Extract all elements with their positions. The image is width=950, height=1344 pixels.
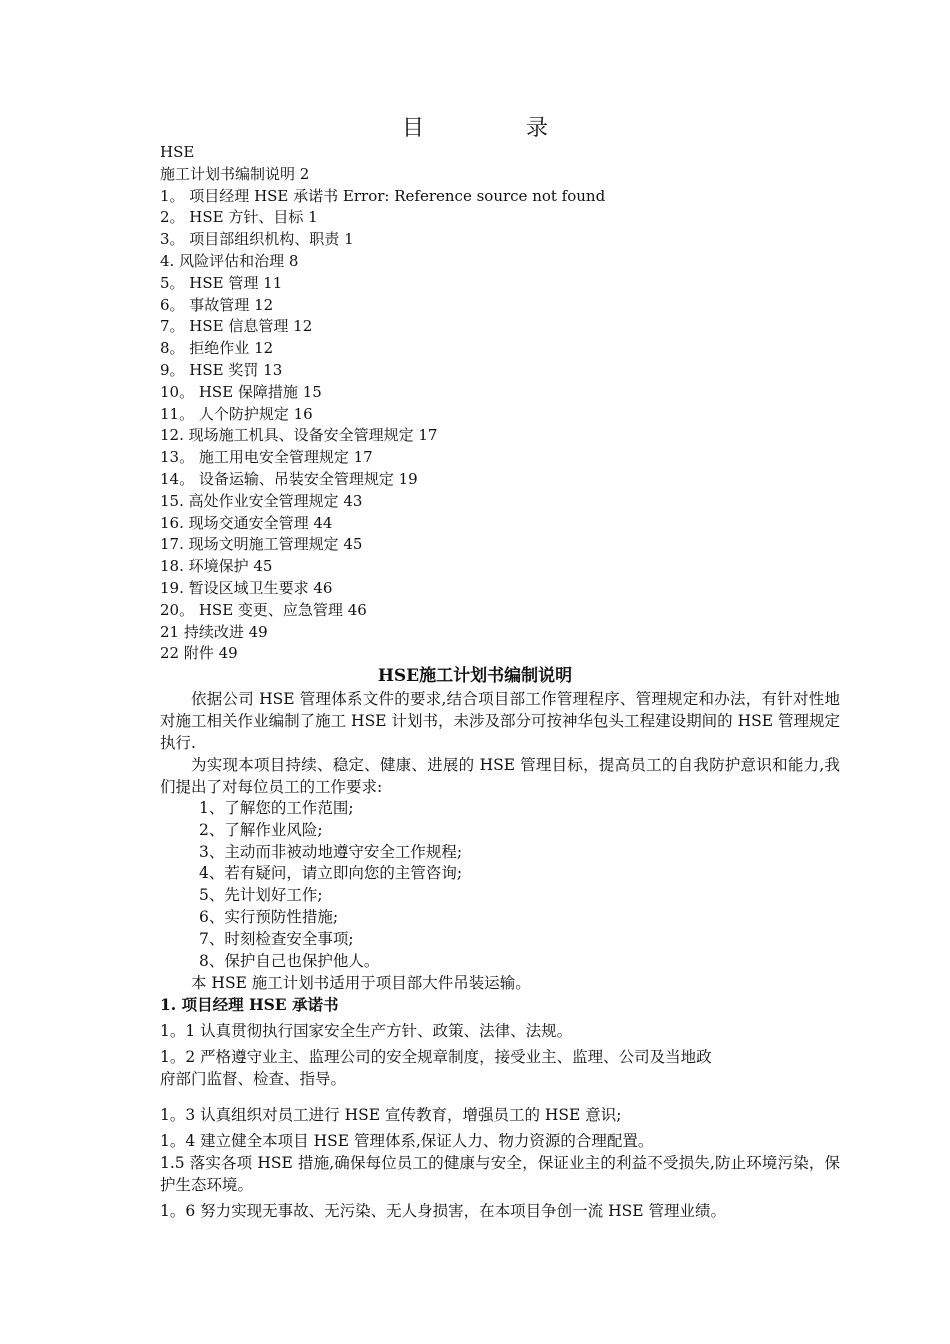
section-title: HSE施工计划书编制说明 [377, 666, 573, 686]
requirements-paragraph: 为实现本项目持续、稳定、健康、进展的 HSE 管理目标，提高员工的自我防护意识和能力,我们提出了对每位员工的工作要求: [160, 756, 840, 796]
commitment-item: 1。6 努力实现无事故、无污染、无人身损害，在本项目争创一流 HSE 管理业绩。 [160, 1202, 726, 1221]
list-item: 5、先计划好工作; [199, 886, 323, 905]
toc-entry[interactable]: 15. 高处作业安全管理规定 43 [160, 491, 363, 510]
toc-entry[interactable]: 13。 施工用电安全管理规定 17 [160, 448, 373, 467]
toc-entry[interactable]: 4. 风险评估和治理 8 [160, 251, 299, 270]
toc-entry[interactable]: 2。 HSE 方针、目标 1 [160, 208, 318, 227]
toc-entry[interactable]: 19. 暂设区域卫生要求 46 [160, 578, 333, 597]
commitment-item: 1.5 落实各项 HSE 措施,确保每位员工的健康与安全，保证业主的利益不受损失,防止环境污染，保护生态环境。 [160, 1154, 840, 1195]
toc-entry[interactable]: 5。 HSE 管理 11 [160, 273, 283, 292]
toc-entry[interactable]: 17. 现场文明施工管理规定 45 [160, 535, 363, 554]
list-item: 7、时刻检查安全事项; [199, 929, 354, 948]
toc-entry[interactable]: 6。 事故管理 12 [160, 295, 274, 314]
toc-title: 目 录 [401, 116, 588, 141]
commitment-item: 1。4 建立健全本项目 HSE 管理体系,保证人力、物力资源的合理配置。 [160, 1132, 654, 1151]
commitment-heading: 1. 项目经理 HSE 承诺书 [160, 995, 339, 1015]
list-item: 8、保护自己也保护他人。 [199, 951, 380, 970]
list-item: 1、了解您的工作范围; [199, 799, 354, 817]
list-item: 3、主动而非被动地遵守安全工作规程; [199, 842, 463, 861]
commitment-item: 1。1 认真贯彻执行国家安全生产方针、政策、法律、法规。 [160, 1022, 573, 1041]
document-body [160, 688, 840, 1222]
toc-entry[interactable]: 10。 HSE 保障措施 15 [160, 382, 322, 401]
commitment-item: 1。3 认真组织对员工进行 HSE 宣传教育，增强员工的 HSE 意识; [160, 1106, 622, 1125]
toc-entry[interactable]: 1。 项目经理 HSE 承诺书 Error: Reference source not found [160, 186, 606, 205]
toc-entry[interactable]: 20。 HSE 变更、应急管理 46 [160, 600, 367, 619]
toc-entry[interactable]: 11。 人个防护规定 16 [160, 404, 313, 423]
toc-entry[interactable]: 14。 设备运输、吊装安全管理规定 19 [160, 469, 418, 488]
toc-entry[interactable]: 7。 HSE 信息管理 12 [160, 317, 313, 336]
toc-entry[interactable]: 9。 HSE 奖罚 13 [160, 360, 283, 379]
toc-entry[interactable]: 3。 项目部组织机构、职责 1 [160, 230, 354, 249]
commitment-item-continuation: 府部门监督、检查、指导。 [160, 1070, 347, 1089]
toc-entry[interactable]: 12. 现场施工机具、设备安全管理规定 17 [160, 426, 438, 445]
list-item: 2、了解作业风险; [199, 820, 323, 839]
toc-entry[interactable]: HSE [160, 143, 195, 161]
intro-paragraph: 依据公司 HSE 管理体系文件的要求,结合项目部工作管理程序、管理规定和办法，有针对性地对施工相关作业编制了施工 HSE 计划书，未涉及部分可按神华包头工程建设期间的 HSE 管理规定执行. [160, 690, 840, 752]
toc-entry[interactable]: 22 附件 49 [160, 644, 238, 663]
toc-entry[interactable]: 18. 环境保护 45 [160, 557, 273, 576]
toc-entry[interactable]: 8。 拒绝作业 12 [160, 339, 274, 358]
table-of-contents [160, 142, 860, 665]
list-item: 4、若有疑问，请立即向您的主管咨询; [199, 864, 463, 883]
scope-paragraph: 本 HSE 施工计划书适用于项目部大件吊装运输。 [191, 974, 531, 993]
list-item: 6、实行预防性措施; [199, 907, 339, 926]
commitment-item: 1。2 严格遵守业主、监理公司的安全规章制度，接受业主、监理、公司及当地政 [160, 1048, 712, 1067]
toc-entry[interactable]: 施工计划书编制说明 2 [160, 164, 310, 183]
toc-entry[interactable]: 21 持续改进 49 [160, 622, 268, 641]
toc-entry[interactable]: 16. 现场交通安全管理 44 [160, 513, 333, 532]
